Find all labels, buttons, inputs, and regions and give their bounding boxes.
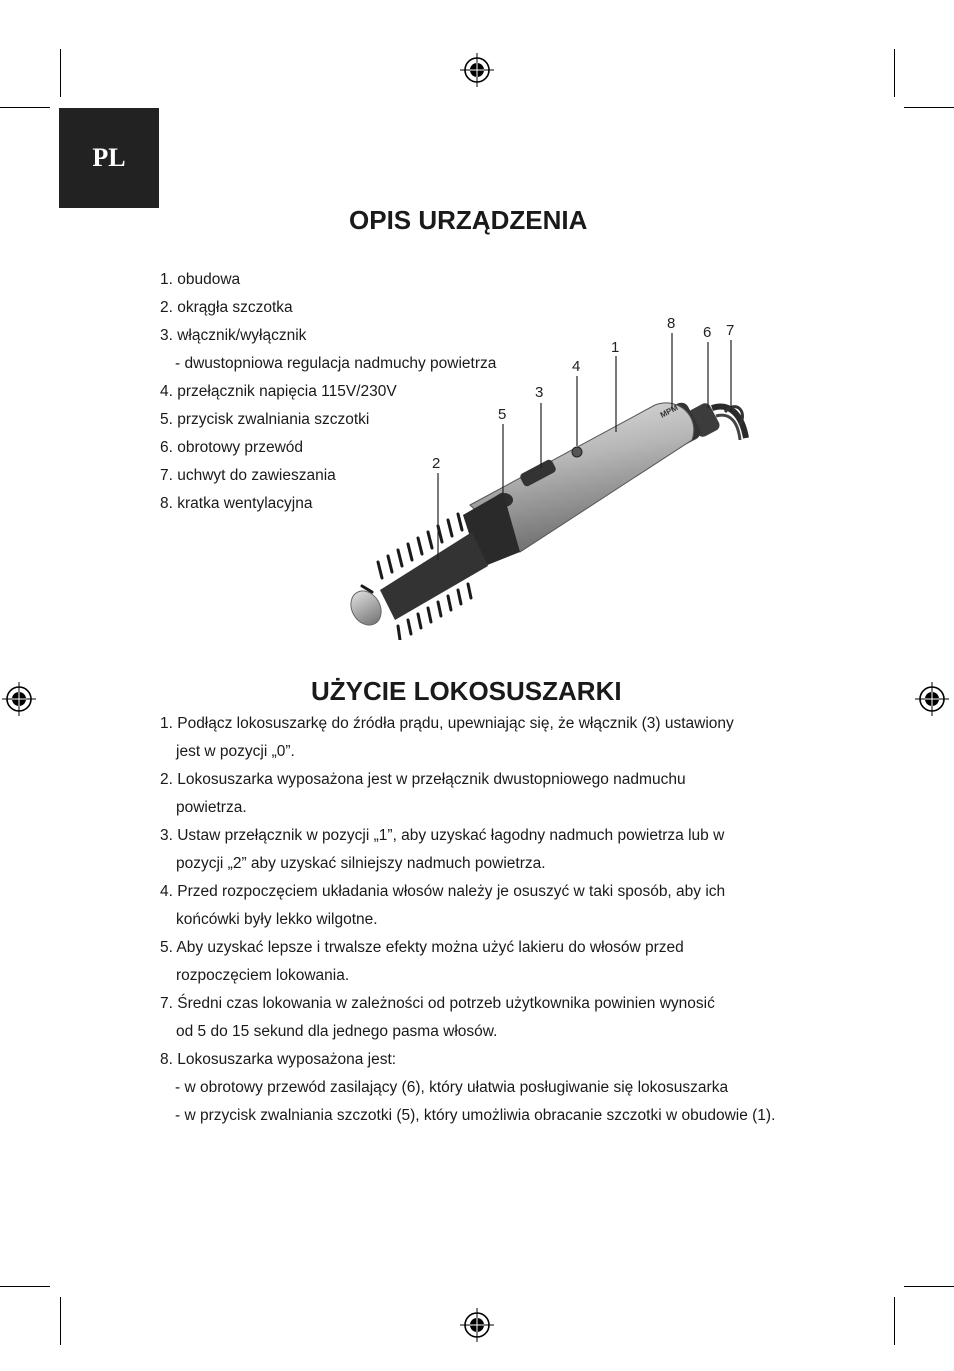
crop-mark-bottom-right-horizontal bbox=[904, 1286, 954, 1287]
section-title-device-description: OPIS URZĄDZENIA bbox=[349, 205, 588, 235]
instruction-line: 7. Średni czas lokowania w zależności od potrzeb użytkownika powinien wynosić bbox=[160, 995, 715, 1012]
parts-list-item: 6. obrotowy przewód bbox=[160, 439, 304, 456]
callout-6: 6 bbox=[703, 324, 712, 341]
parts-list-item: 1. obudowa bbox=[160, 271, 241, 288]
instruction-line: powietrza. bbox=[176, 799, 247, 816]
crop-mark-top-left-horizontal bbox=[0, 107, 50, 108]
parts-list-item: 4. przełącznik napięcia 115V/230V bbox=[160, 383, 397, 400]
callout-1: 1 bbox=[611, 339, 620, 356]
callout-3: 3 bbox=[535, 384, 544, 401]
registration-mark-bottom bbox=[460, 1308, 494, 1342]
callout-4: 4 bbox=[572, 358, 581, 375]
crop-mark-bottom-left-vertical bbox=[60, 1297, 61, 1345]
parts-list-item: 3. włącznik/wyłącznik bbox=[160, 327, 307, 344]
instruction-line: 2. Lokosuszarka wyposażona jest w przełącznik dwustopniowego nadmuchu bbox=[160, 771, 686, 788]
parts-list-subitem: - dwustopniowa regulacja nadmuchy powietrza bbox=[175, 355, 497, 372]
instruction-line: - w przycisk zwalniania szczotki (5), który umożliwia obracanie szczotki w obudowie (1). bbox=[175, 1107, 776, 1124]
registration-mark-right bbox=[915, 682, 949, 716]
section-title-usage: UŻYCIE LOKOSUSZARKI bbox=[311, 676, 622, 706]
instruction-line: - w obrotowy przewód zasilający (6), który ułatwia posługiwanie się lokosuszarka bbox=[175, 1079, 729, 1096]
crop-mark-top-right-horizontal bbox=[904, 107, 954, 108]
hair-styler-illustration bbox=[330, 300, 770, 640]
language-code: PL bbox=[92, 143, 126, 172]
language-tab bbox=[59, 108, 159, 208]
instruction-line: 4. Przed rozpoczęciem układania włosów należy je osuszyć w taki sposób, aby ich bbox=[160, 883, 726, 900]
instruction-line: rozpoczęciem lokowania. bbox=[176, 967, 350, 984]
callout-7: 7 bbox=[726, 322, 735, 339]
instruction-line: 8. Lokosuszarka wyposażona jest: bbox=[160, 1051, 397, 1068]
callout-8: 8 bbox=[667, 315, 676, 332]
instruction-line: jest w pozycji „0”. bbox=[176, 743, 295, 760]
usage-instructions bbox=[160, 714, 775, 1134]
instruction-line: pozycji „2” aby uzyskać silniejszy nadmuch powietrza. bbox=[176, 855, 546, 872]
instruction-line: 5. Aby uzyskać lepsze i trwalsze efekty można użyć lakieru do włosów przed bbox=[160, 939, 684, 956]
instruction-line: od 5 do 15 sekund dla jednego pasma włosów. bbox=[176, 1023, 498, 1040]
crop-mark-bottom-left-horizontal bbox=[0, 1286, 50, 1287]
callout-2: 2 bbox=[432, 455, 441, 472]
crop-mark-bottom-right-vertical bbox=[894, 1297, 895, 1345]
parts-list-item: 8. kratka wentylacyjna bbox=[160, 495, 313, 512]
brand-logo: MPM bbox=[658, 403, 680, 420]
instruction-line: 3. Ustaw przełącznik w pozycji „1”, aby uzyskać łagodny nadmuch powietrza lub w bbox=[160, 827, 725, 844]
crop-mark-top-left-vertical bbox=[60, 49, 61, 97]
instruction-line: końcówki były lekko wilgotne. bbox=[176, 911, 378, 928]
registration-mark-left bbox=[2, 682, 36, 716]
registration-mark-top bbox=[460, 53, 494, 87]
parts-list-item: 7. uchwyt do zawieszania bbox=[160, 467, 336, 484]
crop-mark-top-right-vertical bbox=[894, 49, 895, 97]
parts-list-item: 2. okrągła szczotka bbox=[160, 299, 293, 316]
callout-5: 5 bbox=[498, 406, 507, 423]
instruction-line: 1. Podłącz lokosuszarkę do źródła prądu, upewniając się, że włącznik (3) ustawiony bbox=[160, 715, 734, 732]
parts-list-item: 5. przycisk zwalniania szczotki bbox=[160, 411, 370, 428]
